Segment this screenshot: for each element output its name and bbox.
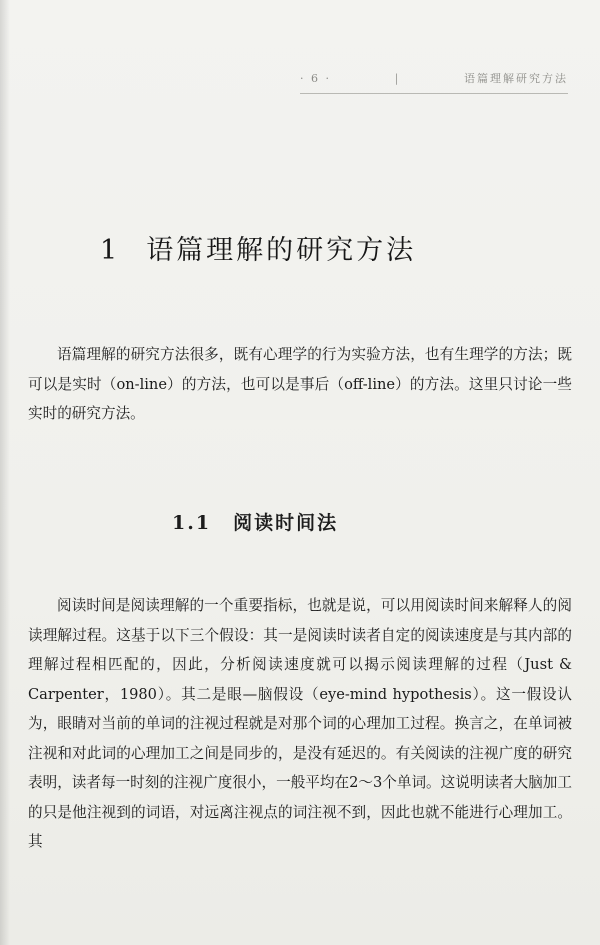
header-rule [300,93,568,94]
section-title: 阅读时间法 [233,512,339,534]
running-header [300,68,568,88]
section-heading [172,508,338,535]
chapter-heading [100,228,520,267]
chapter-number: 1 [100,235,121,266]
binding-shadow [0,0,10,945]
header-separator: | [394,71,401,85]
intro-paragraph: 语篇理解的研究方法很多，既有心理学的行为实验方法，也有生理学的方法；既可以是实时（on-line）的方法，也可以是事后（off-line）的方法。这里只讨论一些实时的研究方法。 [28,346,572,422]
body-paragraph: 阅读时间是阅读理解的一个重要指标，也就是说，可以用阅读时间来解释人的阅读理解过程。这基于以下三个假设：其一是阅读时读者自定的阅读速度是与其内部的理解过程相匹配的，因此，分析阅读速度就可以揭示阅读理解的过程（Just & Carpenter，1980）。其二是眼—脑假设（eye-mind hypothesis）。这一假设认为，眼睛对当前的单词的注视过程就是对那个词的心理加工过程。换言之，在单词被注视和对此词的心理加工之间是同步的，是没有延迟的。有关阅读的注视广度的研究表明，读者每一时刻的注视广度很小，一般平均在2～3个单词。这说明读者大脑加工的只是他注视到的词语，对远离注视点的词注视不到，因此也就不能进行心理加工。其 [28,597,572,850]
page-number: · 6 · [300,71,331,85]
chapter-title: 语篇理解的研究方法 [146,235,417,266]
running-title: 语篇理解研究方法 [464,72,568,85]
section-number: 1.1 [172,512,212,534]
